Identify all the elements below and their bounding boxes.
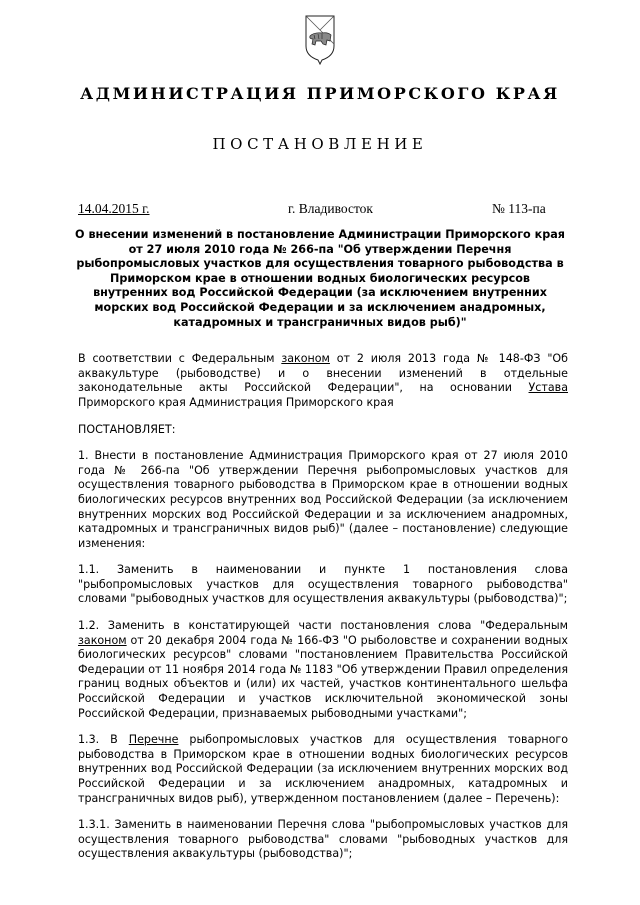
item-1-3: [78, 733, 568, 806]
list-link[interactable]: Перечне: [128, 733, 179, 747]
document-date: 14.04.2015 г.: [78, 201, 150, 216]
document-number: № 113-па: [492, 201, 546, 216]
document-title: О внесении изменений в постановление Администрации Приморского края от 27 июля 2010 года № 266-па "Об утверждении Перечня рыбопромысловых участков для осуществления товарного рыбоводства в Приморском крае в отношении водных биологических ресурсов внутренних вод Российской Федерации (за исключением внутренних морских вод Российской Федерации и за исключением анадромных, катадромных и трансграничных видов рыб)": [75, 228, 565, 329]
item-1-2: [78, 619, 568, 721]
item-1-3-1: 1.3.1. Заменить в наименовании Перечня слова "рыбопромысловых участков для осуществления товарного рыбоводства" словами "рыбоводных участков для осуществления аквакультуры (рыбоводства)";: [78, 818, 568, 861]
preamble-text: В соответствии с Федеральным: [78, 352, 282, 366]
preamble-text: Приморского края Администрация Приморского края: [78, 395, 394, 409]
item-1: 1. Внести в постановление Администрация Приморского края от 27 июля 2010 года № 266-па "Об утверждении Перечня рыбопромысловых участков для осуществления товарного рыбоводства в Приморском крае в отношении водных биологических ресурсов внутренних вод Российской Федерации (за исключением внутренних морских вод Российской Федерации и за исключением анадромных, катадромных и трансграничных видов рыб)" (далее – постановление) следующие изменения:: [78, 449, 568, 550]
preamble-paragraph: [78, 352, 568, 410]
document-meta-row: [0, 200, 640, 218]
preamble-text: от 2 июля 2013 года № 148-ФЗ "Об аквакультуре (рыбоводстве) и о внесении изменений в отдельные законодательные акты Российской Федерации", на основании: [78, 352, 569, 395]
coat-of-arms-icon: [300, 10, 340, 68]
item-text: рыбопромысловых участков для осуществления товарного рыбоводства в Приморском крае в отношении водных биологических ресурсов внутренних вод Российской Федерации (за исключением внутренних морских вод Российской Федерации и за исключением анадромных, катадромных и трансграничных видов рыб), утвержденном постановлением (далее – Перечень):: [78, 733, 568, 805]
federal-law-link[interactable]: законом: [78, 633, 127, 647]
document-city: г. Владивосток: [288, 201, 373, 216]
charter-link[interactable]: Устава: [528, 381, 568, 395]
item-text: 1.3. В: [78, 733, 129, 747]
item-text: от 20 декабря 2004 года № 166-ФЗ "О рыболовстве и сохранении водных биологических ресурсов" словами "постановлением Правительства Российской Федерации от 11 ноября 2014 года № 1183 "Об утверждении Правил определения границ водных объектов и (или) их частей, участков континентального шельфа Российской Федерации и участков исключительной экономической зоны Российской Федерации, признаваемых рыбоводными участками";: [78, 633, 568, 720]
decree-word: ПОСТАНОВЛЯЕТ:: [78, 422, 176, 436]
coat-of-arms-emblem: [300, 10, 340, 68]
organization-title: АДМИНИСТРАЦИЯ ПРИМОРСКОГО КРАЯ: [80, 84, 560, 103]
item-text: 1.2. Заменить в констатирующей части постановления слова "Федеральным: [78, 619, 568, 633]
item-1-1: 1.1. Заменить в наименовании и пункте 1 постановления слова "рыбопромысловых участков для осуществления товарного рыбоводства" словами "рыбоводных участков для осуществления аквакультуры (рыбоводства)";: [78, 563, 568, 606]
document-type: ПОСТАНОВЛЕНИЕ: [212, 135, 428, 153]
federal-law-link[interactable]: законом: [281, 352, 330, 366]
